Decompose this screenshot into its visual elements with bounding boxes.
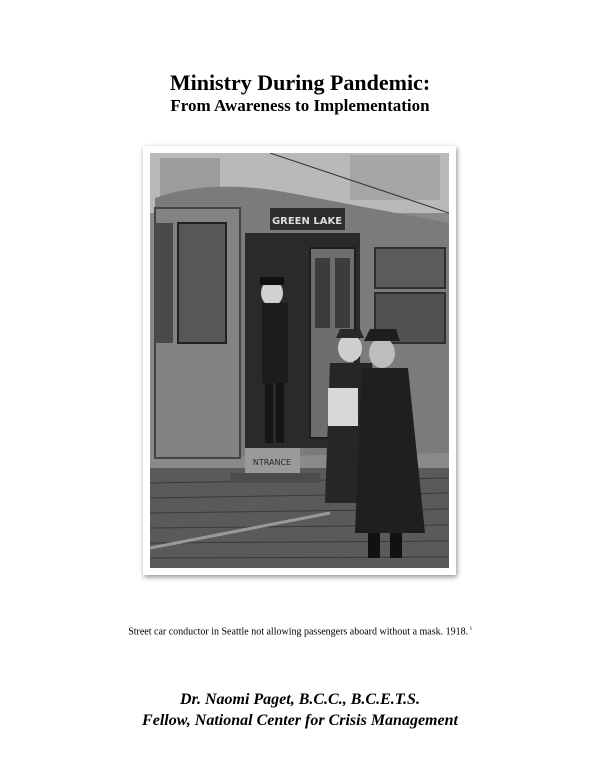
caption-footnote-marker[interactable]: i [470,626,472,632]
destination-sign: GREEN LAKE [271,216,343,227]
author-affiliation: Fellow, National Center for Crisis Management [142,712,458,729]
photo-caption [0,623,600,638]
page-subtitle: From Awareness to Implementation [170,96,430,115]
door-sign: NTRANCE [252,458,292,467]
streetcar-photo [150,153,449,568]
caption-text: Street car conductor in Seattle not allowing passengers aboard without a mask. 1918. [128,626,469,638]
author-name: Dr. Naomi Paget, B.C.C., B.C.E.T.S. [180,691,420,708]
page-title: Ministry During Pandemic: [169,70,431,95]
photo-frame [143,146,456,575]
streetcar-illustration [150,153,449,568]
